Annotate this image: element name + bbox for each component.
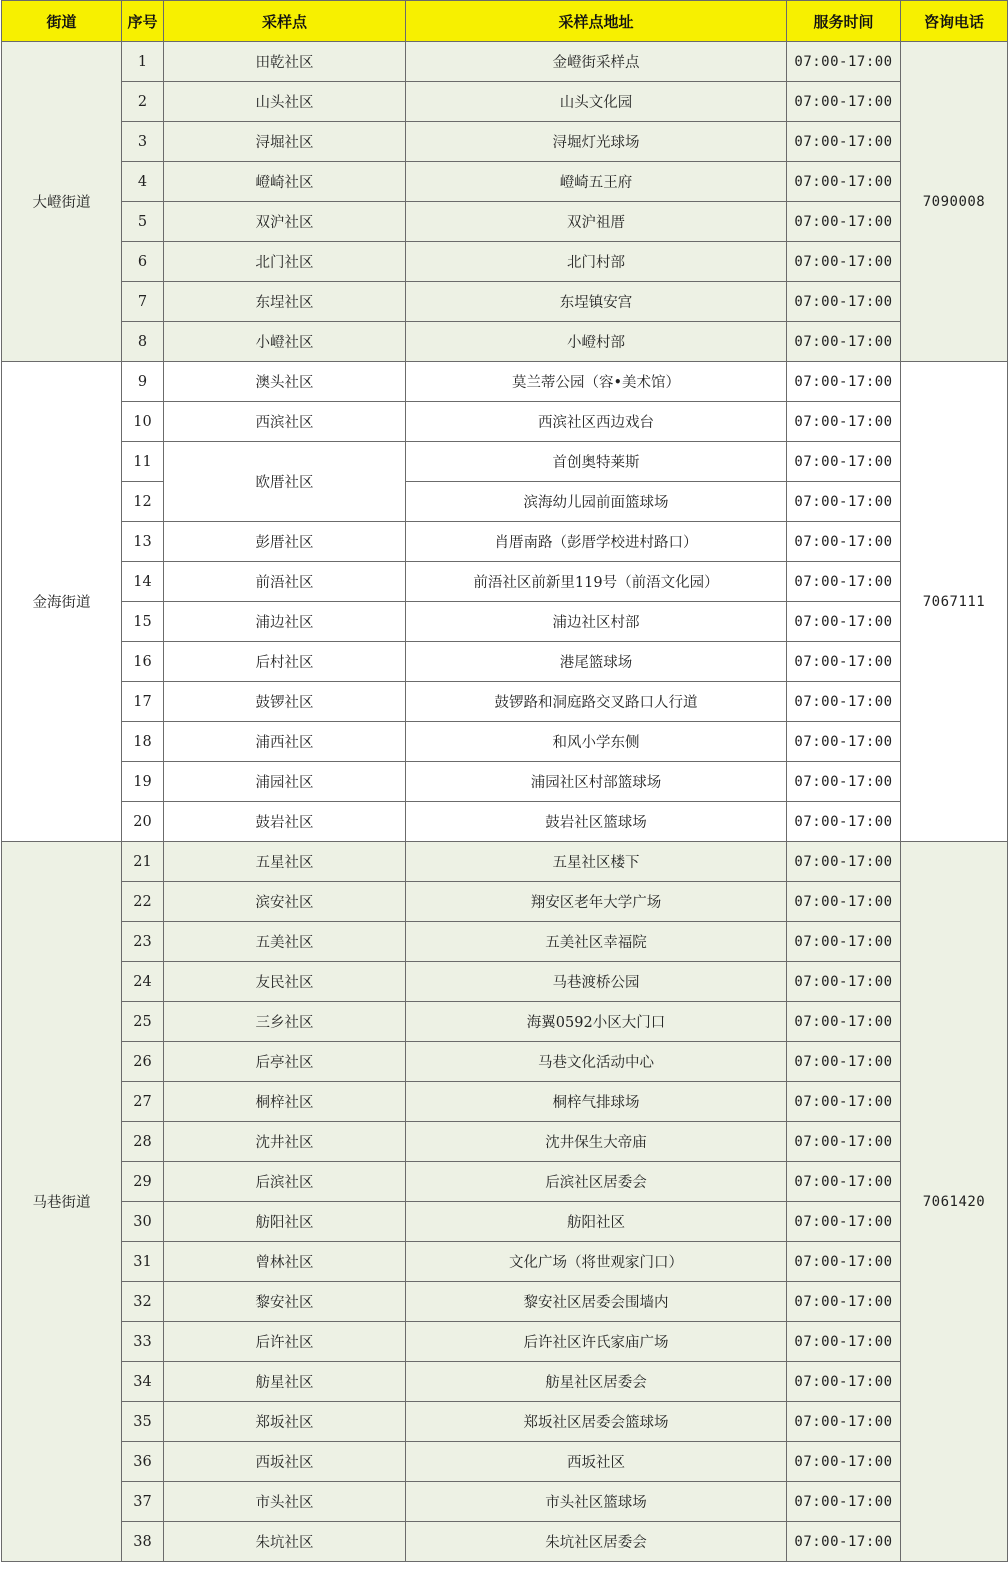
table-header — [2, 1, 1008, 42]
table-row — [2, 882, 1008, 922]
row-number-cell: 25 — [122, 1002, 164, 1042]
table-row — [2, 1322, 1008, 1362]
table-row — [2, 322, 1008, 362]
site-name-cell: 后村社区 — [164, 642, 406, 682]
table-row — [2, 722, 1008, 762]
site-address-cell: 浦边社区村部 — [406, 602, 787, 642]
site-address-cell: 鼓锣路和洞庭路交叉路口人行道 — [406, 682, 787, 722]
district-cell: 金海街道 — [2, 362, 122, 842]
table-row — [2, 802, 1008, 842]
site-address-cell: 浦园社区村部篮球场 — [406, 762, 787, 802]
site-address-cell: 金嶝街采样点 — [406, 42, 787, 82]
table-row — [2, 442, 1008, 482]
site-address-cell: 肖厝南路（彭厝学校进村路口） — [406, 522, 787, 562]
row-number-cell: 26 — [122, 1042, 164, 1082]
service-hours-cell: 07:00-17:00 — [787, 1482, 901, 1522]
table-row — [2, 242, 1008, 282]
site-address-cell: 郑坂社区居委会篮球场 — [406, 1402, 787, 1442]
district-group — [2, 842, 1008, 1562]
site-address-cell: 沈井保生大帝庙 — [406, 1122, 787, 1162]
site-address-cell: 港尾篮球场 — [406, 642, 787, 682]
site-name-cell: 澳头社区 — [164, 362, 406, 402]
site-name-cell: 彭厝社区 — [164, 522, 406, 562]
row-number-cell: 3 — [122, 122, 164, 162]
site-name-cell: 嶝崎社区 — [164, 162, 406, 202]
site-address-cell: 舫星社区居委会 — [406, 1362, 787, 1402]
site-name-cell: 五星社区 — [164, 842, 406, 882]
site-address-cell: 五星社区楼下 — [406, 842, 787, 882]
site-address-cell: 市头社区篮球场 — [406, 1482, 787, 1522]
service-hours-cell: 07:00-17:00 — [787, 522, 901, 562]
site-address-cell: 黎安社区居委会围墙内 — [406, 1282, 787, 1322]
header-phone: 咨询电话 — [901, 1, 1008, 42]
row-number-cell: 38 — [122, 1522, 164, 1562]
row-number-cell: 21 — [122, 842, 164, 882]
site-name-cell: 西坂社区 — [164, 1442, 406, 1482]
service-hours-cell: 07:00-17:00 — [787, 1362, 901, 1402]
table-row — [2, 282, 1008, 322]
table-row — [2, 1442, 1008, 1482]
row-number-cell: 34 — [122, 1362, 164, 1402]
table-row — [2, 962, 1008, 1002]
header-row — [2, 1, 1008, 42]
site-address-cell: 小嶝村部 — [406, 322, 787, 362]
service-hours-cell: 07:00-17:00 — [787, 722, 901, 762]
site-address-cell: 后滨社区居委会 — [406, 1162, 787, 1202]
service-hours-cell: 07:00-17:00 — [787, 1522, 901, 1562]
table-row — [2, 1522, 1008, 1562]
row-number-cell: 17 — [122, 682, 164, 722]
site-address-cell: 西坂社区 — [406, 1442, 787, 1482]
service-hours-cell: 07:00-17:00 — [787, 82, 901, 122]
site-address-cell: 五美社区幸福院 — [406, 922, 787, 962]
site-name-cell: 欧厝社区 — [164, 442, 406, 522]
site-address-cell: 前浯社区前新里119号（前浯文化园） — [406, 562, 787, 602]
site-address-cell: 山头文化园 — [406, 82, 787, 122]
table-row — [2, 1402, 1008, 1442]
service-hours-cell: 07:00-17:00 — [787, 1322, 901, 1362]
row-number-cell: 6 — [122, 242, 164, 282]
service-hours-cell: 07:00-17:00 — [787, 1082, 901, 1122]
phone-cell: 7067111 — [901, 362, 1008, 842]
header-hours: 服务时间 — [787, 1, 901, 42]
site-name-cell: 桐梓社区 — [164, 1082, 406, 1122]
row-number-cell: 28 — [122, 1122, 164, 1162]
row-number-cell: 2 — [122, 82, 164, 122]
row-number-cell: 18 — [122, 722, 164, 762]
service-hours-cell: 07:00-17:00 — [787, 362, 901, 402]
service-hours-cell: 07:00-17:00 — [787, 402, 901, 442]
header-site: 采样点 — [164, 1, 406, 42]
site-name-cell: 舫阳社区 — [164, 1202, 406, 1242]
row-number-cell: 11 — [122, 442, 164, 482]
site-address-cell: 西滨社区西边戏台 — [406, 402, 787, 442]
table-row — [2, 1282, 1008, 1322]
site-name-cell: 浦边社区 — [164, 602, 406, 642]
site-name-cell: 鼓锣社区 — [164, 682, 406, 722]
row-number-cell: 36 — [122, 1442, 164, 1482]
table-row — [2, 642, 1008, 682]
site-name-cell: 沈井社区 — [164, 1122, 406, 1162]
table-row — [2, 202, 1008, 242]
header-district: 街道 — [2, 1, 122, 42]
table-row — [2, 1162, 1008, 1202]
service-hours-cell: 07:00-17:00 — [787, 42, 901, 82]
service-hours-cell: 07:00-17:00 — [787, 842, 901, 882]
service-hours-cell: 07:00-17:00 — [787, 482, 901, 522]
row-number-cell: 14 — [122, 562, 164, 602]
site-name-cell: 友民社区 — [164, 962, 406, 1002]
site-address-cell: 马巷文化活动中心 — [406, 1042, 787, 1082]
service-hours-cell: 07:00-17:00 — [787, 802, 901, 842]
site-name-cell: 后许社区 — [164, 1322, 406, 1362]
table-row — [2, 1362, 1008, 1402]
site-name-cell: 小嶝社区 — [164, 322, 406, 362]
row-number-cell: 29 — [122, 1162, 164, 1202]
table-row — [2, 1482, 1008, 1522]
table-row — [2, 762, 1008, 802]
site-name-cell: 东埕社区 — [164, 282, 406, 322]
row-number-cell: 20 — [122, 802, 164, 842]
site-address-cell: 滨海幼儿园前面篮球场 — [406, 482, 787, 522]
table-row — [2, 482, 1008, 522]
row-number-cell: 10 — [122, 402, 164, 442]
site-name-cell: 朱坑社区 — [164, 1522, 406, 1562]
site-address-cell: 翔安区老年大学广场 — [406, 882, 787, 922]
site-name-cell: 田乾社区 — [164, 42, 406, 82]
site-address-cell: 莫兰蒂公园（容•美术馆） — [406, 362, 787, 402]
table-row — [2, 362, 1008, 402]
service-hours-cell: 07:00-17:00 — [787, 322, 901, 362]
table-row — [2, 1202, 1008, 1242]
service-hours-cell: 07:00-17:00 — [787, 1202, 901, 1242]
row-number-cell: 27 — [122, 1082, 164, 1122]
district-cell: 大嶝街道 — [2, 42, 122, 362]
district-group — [2, 42, 1008, 362]
row-number-cell: 35 — [122, 1402, 164, 1442]
service-hours-cell: 07:00-17:00 — [787, 162, 901, 202]
table-row — [2, 162, 1008, 202]
row-number-cell: 24 — [122, 962, 164, 1002]
site-name-cell: 鼓岩社区 — [164, 802, 406, 842]
service-hours-cell: 07:00-17:00 — [787, 202, 901, 242]
site-name-cell: 郑坂社区 — [164, 1402, 406, 1442]
table-row — [2, 562, 1008, 602]
site-address-cell: 朱坑社区居委会 — [406, 1522, 787, 1562]
service-hours-cell: 07:00-17:00 — [787, 1162, 901, 1202]
service-hours-cell: 07:00-17:00 — [787, 602, 901, 642]
table-row — [2, 922, 1008, 962]
site-address-cell: 舫阳社区 — [406, 1202, 787, 1242]
row-number-cell: 23 — [122, 922, 164, 962]
row-number-cell: 31 — [122, 1242, 164, 1282]
header-no: 序号 — [122, 1, 164, 42]
site-name-cell: 西滨社区 — [164, 402, 406, 442]
sampling-sites-table — [1, 0, 1008, 1562]
site-address-cell: 双沪祖厝 — [406, 202, 787, 242]
service-hours-cell: 07:00-17:00 — [787, 442, 901, 482]
table-row — [2, 82, 1008, 122]
site-name-cell: 滨安社区 — [164, 882, 406, 922]
service-hours-cell: 07:00-17:00 — [787, 1242, 901, 1282]
site-name-cell: 舫星社区 — [164, 1362, 406, 1402]
phone-cell: 7061420 — [901, 842, 1008, 1562]
district-group — [2, 362, 1008, 842]
site-address-cell: 和风小学东侧 — [406, 722, 787, 762]
service-hours-cell: 07:00-17:00 — [787, 922, 901, 962]
row-number-cell: 30 — [122, 1202, 164, 1242]
table-row — [2, 402, 1008, 442]
service-hours-cell: 07:00-17:00 — [787, 882, 901, 922]
service-hours-cell: 07:00-17:00 — [787, 682, 901, 722]
service-hours-cell: 07:00-17:00 — [787, 122, 901, 162]
table-row — [2, 1242, 1008, 1282]
service-hours-cell: 07:00-17:00 — [787, 1002, 901, 1042]
service-hours-cell: 07:00-17:00 — [787, 282, 901, 322]
site-address-cell: 嶝崎五王府 — [406, 162, 787, 202]
site-address-cell: 北门村部 — [406, 242, 787, 282]
site-name-cell: 双沪社区 — [164, 202, 406, 242]
table-row — [2, 42, 1008, 82]
service-hours-cell: 07:00-17:00 — [787, 962, 901, 1002]
table-row — [2, 522, 1008, 562]
site-address-cell: 桐梓气排球场 — [406, 1082, 787, 1122]
site-name-cell: 浔堀社区 — [164, 122, 406, 162]
service-hours-cell: 07:00-17:00 — [787, 762, 901, 802]
row-number-cell: 13 — [122, 522, 164, 562]
table-row — [2, 1002, 1008, 1042]
site-name-cell: 黎安社区 — [164, 1282, 406, 1322]
row-number-cell: 8 — [122, 322, 164, 362]
table-row — [2, 1042, 1008, 1082]
site-address-cell: 海翼0592小区大门口 — [406, 1002, 787, 1042]
row-number-cell: 32 — [122, 1282, 164, 1322]
site-name-cell: 五美社区 — [164, 922, 406, 962]
district-cell: 马巷街道 — [2, 842, 122, 1562]
site-name-cell: 市头社区 — [164, 1482, 406, 1522]
site-name-cell: 三乡社区 — [164, 1002, 406, 1042]
row-number-cell: 33 — [122, 1322, 164, 1362]
phone-cell: 7090008 — [901, 42, 1008, 362]
table-row — [2, 122, 1008, 162]
table-row — [2, 1082, 1008, 1122]
site-address-cell: 东埕镇安宫 — [406, 282, 787, 322]
row-number-cell: 37 — [122, 1482, 164, 1522]
site-name-cell: 前浯社区 — [164, 562, 406, 602]
service-hours-cell: 07:00-17:00 — [787, 1402, 901, 1442]
row-number-cell: 12 — [122, 482, 164, 522]
site-address-cell: 鼓岩社区篮球场 — [406, 802, 787, 842]
header-address: 采样点地址 — [406, 1, 787, 42]
site-name-cell: 北门社区 — [164, 242, 406, 282]
row-number-cell: 7 — [122, 282, 164, 322]
table-row — [2, 842, 1008, 882]
site-name-cell: 后滨社区 — [164, 1162, 406, 1202]
site-name-cell: 山头社区 — [164, 82, 406, 122]
site-address-cell: 后许社区许氏家庙广场 — [406, 1322, 787, 1362]
row-number-cell: 22 — [122, 882, 164, 922]
table-row — [2, 1122, 1008, 1162]
service-hours-cell: 07:00-17:00 — [787, 1042, 901, 1082]
site-name-cell: 浦园社区 — [164, 762, 406, 802]
service-hours-cell: 07:00-17:00 — [787, 1442, 901, 1482]
service-hours-cell: 07:00-17:00 — [787, 1122, 901, 1162]
row-number-cell: 5 — [122, 202, 164, 242]
table-row — [2, 602, 1008, 642]
row-number-cell: 1 — [122, 42, 164, 82]
site-name-cell: 后亭社区 — [164, 1042, 406, 1082]
row-number-cell: 15 — [122, 602, 164, 642]
table-row — [2, 682, 1008, 722]
site-name-cell: 曾林社区 — [164, 1242, 406, 1282]
site-address-cell: 文化广场（将世观家门口） — [406, 1242, 787, 1282]
row-number-cell: 9 — [122, 362, 164, 402]
row-number-cell: 4 — [122, 162, 164, 202]
service-hours-cell: 07:00-17:00 — [787, 242, 901, 282]
row-number-cell: 19 — [122, 762, 164, 802]
service-hours-cell: 07:00-17:00 — [787, 562, 901, 602]
site-address-cell: 首创奥特莱斯 — [406, 442, 787, 482]
row-number-cell: 16 — [122, 642, 164, 682]
service-hours-cell: 07:00-17:00 — [787, 1282, 901, 1322]
site-address-cell: 浔堀灯光球场 — [406, 122, 787, 162]
site-address-cell: 马巷渡桥公园 — [406, 962, 787, 1002]
service-hours-cell: 07:00-17:00 — [787, 642, 901, 682]
site-name-cell: 浦西社区 — [164, 722, 406, 762]
